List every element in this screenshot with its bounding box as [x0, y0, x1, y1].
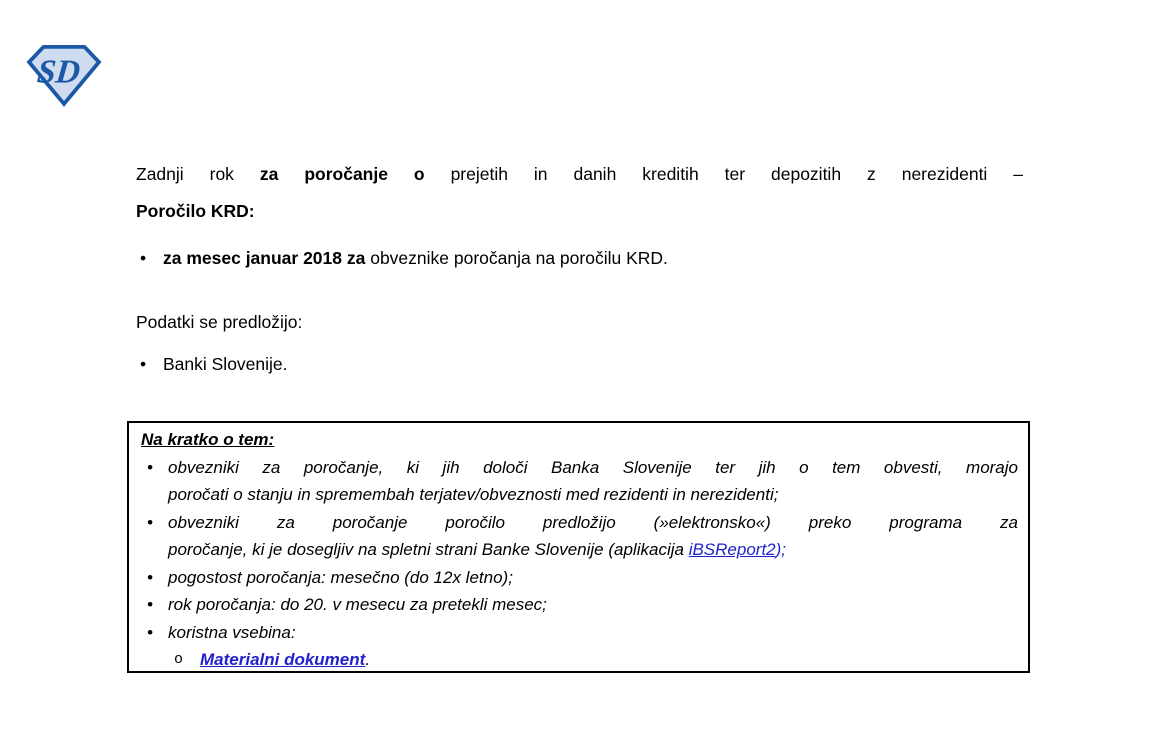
text-run: Poročilo KRD:: [136, 201, 255, 221]
text-run: pogostost poročanja: mesečno (do 12x letno);: [168, 567, 513, 587]
text-run: .: [365, 650, 371, 669]
recipient-bullet-text: Banki Slovenije.: [163, 354, 288, 374]
box-item-2-line-2: [168, 536, 1018, 564]
bullet-icon: •: [140, 354, 147, 374]
sd-logo: [26, 42, 102, 108]
text-run: za mesec januar 2018 za: [163, 248, 366, 268]
box-item-1-line-2: [168, 481, 1018, 509]
text-run: prejetih in danih kreditih ter depozitih z nerezidenti –: [424, 164, 1024, 184]
text-run: obvezniki za poročanje, ki jih določi Banka Slovenije ter jih o tem obvesti, morajo: [168, 457, 1018, 477]
logo-letters: SD: [35, 53, 82, 91]
text-run: rok poročanja: do 20. v mesecu za pretekli mesec;: [168, 595, 547, 614]
bullet-icon: •: [147, 567, 153, 587]
text-run: poročati o stanju in spremembah terjatev/obveznosti med rezidenti in nerezidenti;: [168, 485, 779, 504]
deadline-bullet-item: [136, 246, 1023, 270]
box-sub-item-text: [200, 646, 1018, 674]
intro-line-1: [136, 156, 1023, 193]
text-run: poročanje, ki je dosegljiv na spletni strani Banke Slovenije (aplikacija: [168, 540, 689, 559]
bullet-icon: •: [147, 622, 153, 642]
box-sub-list-item: [141, 646, 1018, 674]
recipient-bullet-item: [136, 352, 1023, 376]
intro-paragraph: [136, 156, 1023, 230]
box-list-item: [141, 591, 1018, 619]
box-title: Na kratko o tem:: [141, 430, 275, 449]
podatki-heading: Podatki se predložijo:: [136, 312, 303, 332]
deadline-bullet-text: [163, 246, 1023, 270]
bullet-icon: •: [147, 512, 153, 532]
bullet-icon: •: [147, 457, 153, 477]
box-list-item: [141, 454, 1018, 509]
materialni-dokument-link[interactable]: Materialni dokument: [200, 650, 366, 669]
box-list-item: [141, 509, 1018, 564]
intro-line-2: [136, 193, 1023, 230]
text-run: );: [775, 540, 787, 559]
text-run: Zadnji rok: [136, 164, 260, 184]
box-list-item: [141, 619, 1018, 647]
text-run: za poročanje o: [259, 164, 425, 184]
summary-box: [127, 421, 1030, 673]
box-item-5-text: [168, 619, 1018, 647]
ibsreport2-link[interactable]: iBSReport2: [688, 540, 776, 559]
text-run: obvezniki za poročanje poročilo predložijo (»elektronsko«) preko programa za: [168, 512, 1018, 532]
bullet-icon: •: [140, 248, 147, 268]
text-run: obveznike poročanja na poročilu KRD.: [365, 248, 668, 268]
box-item-1-line-1: [168, 454, 1018, 482]
circle-bullet-icon: o: [174, 651, 184, 668]
box-list-item: [141, 564, 1018, 592]
text-run: koristna vsebina:: [168, 622, 296, 642]
box-item-2-line-1: [168, 509, 1018, 537]
box-item-3-text: [168, 564, 1018, 592]
bullet-icon: •: [147, 595, 153, 614]
box-item-4-text: [168, 591, 1018, 619]
